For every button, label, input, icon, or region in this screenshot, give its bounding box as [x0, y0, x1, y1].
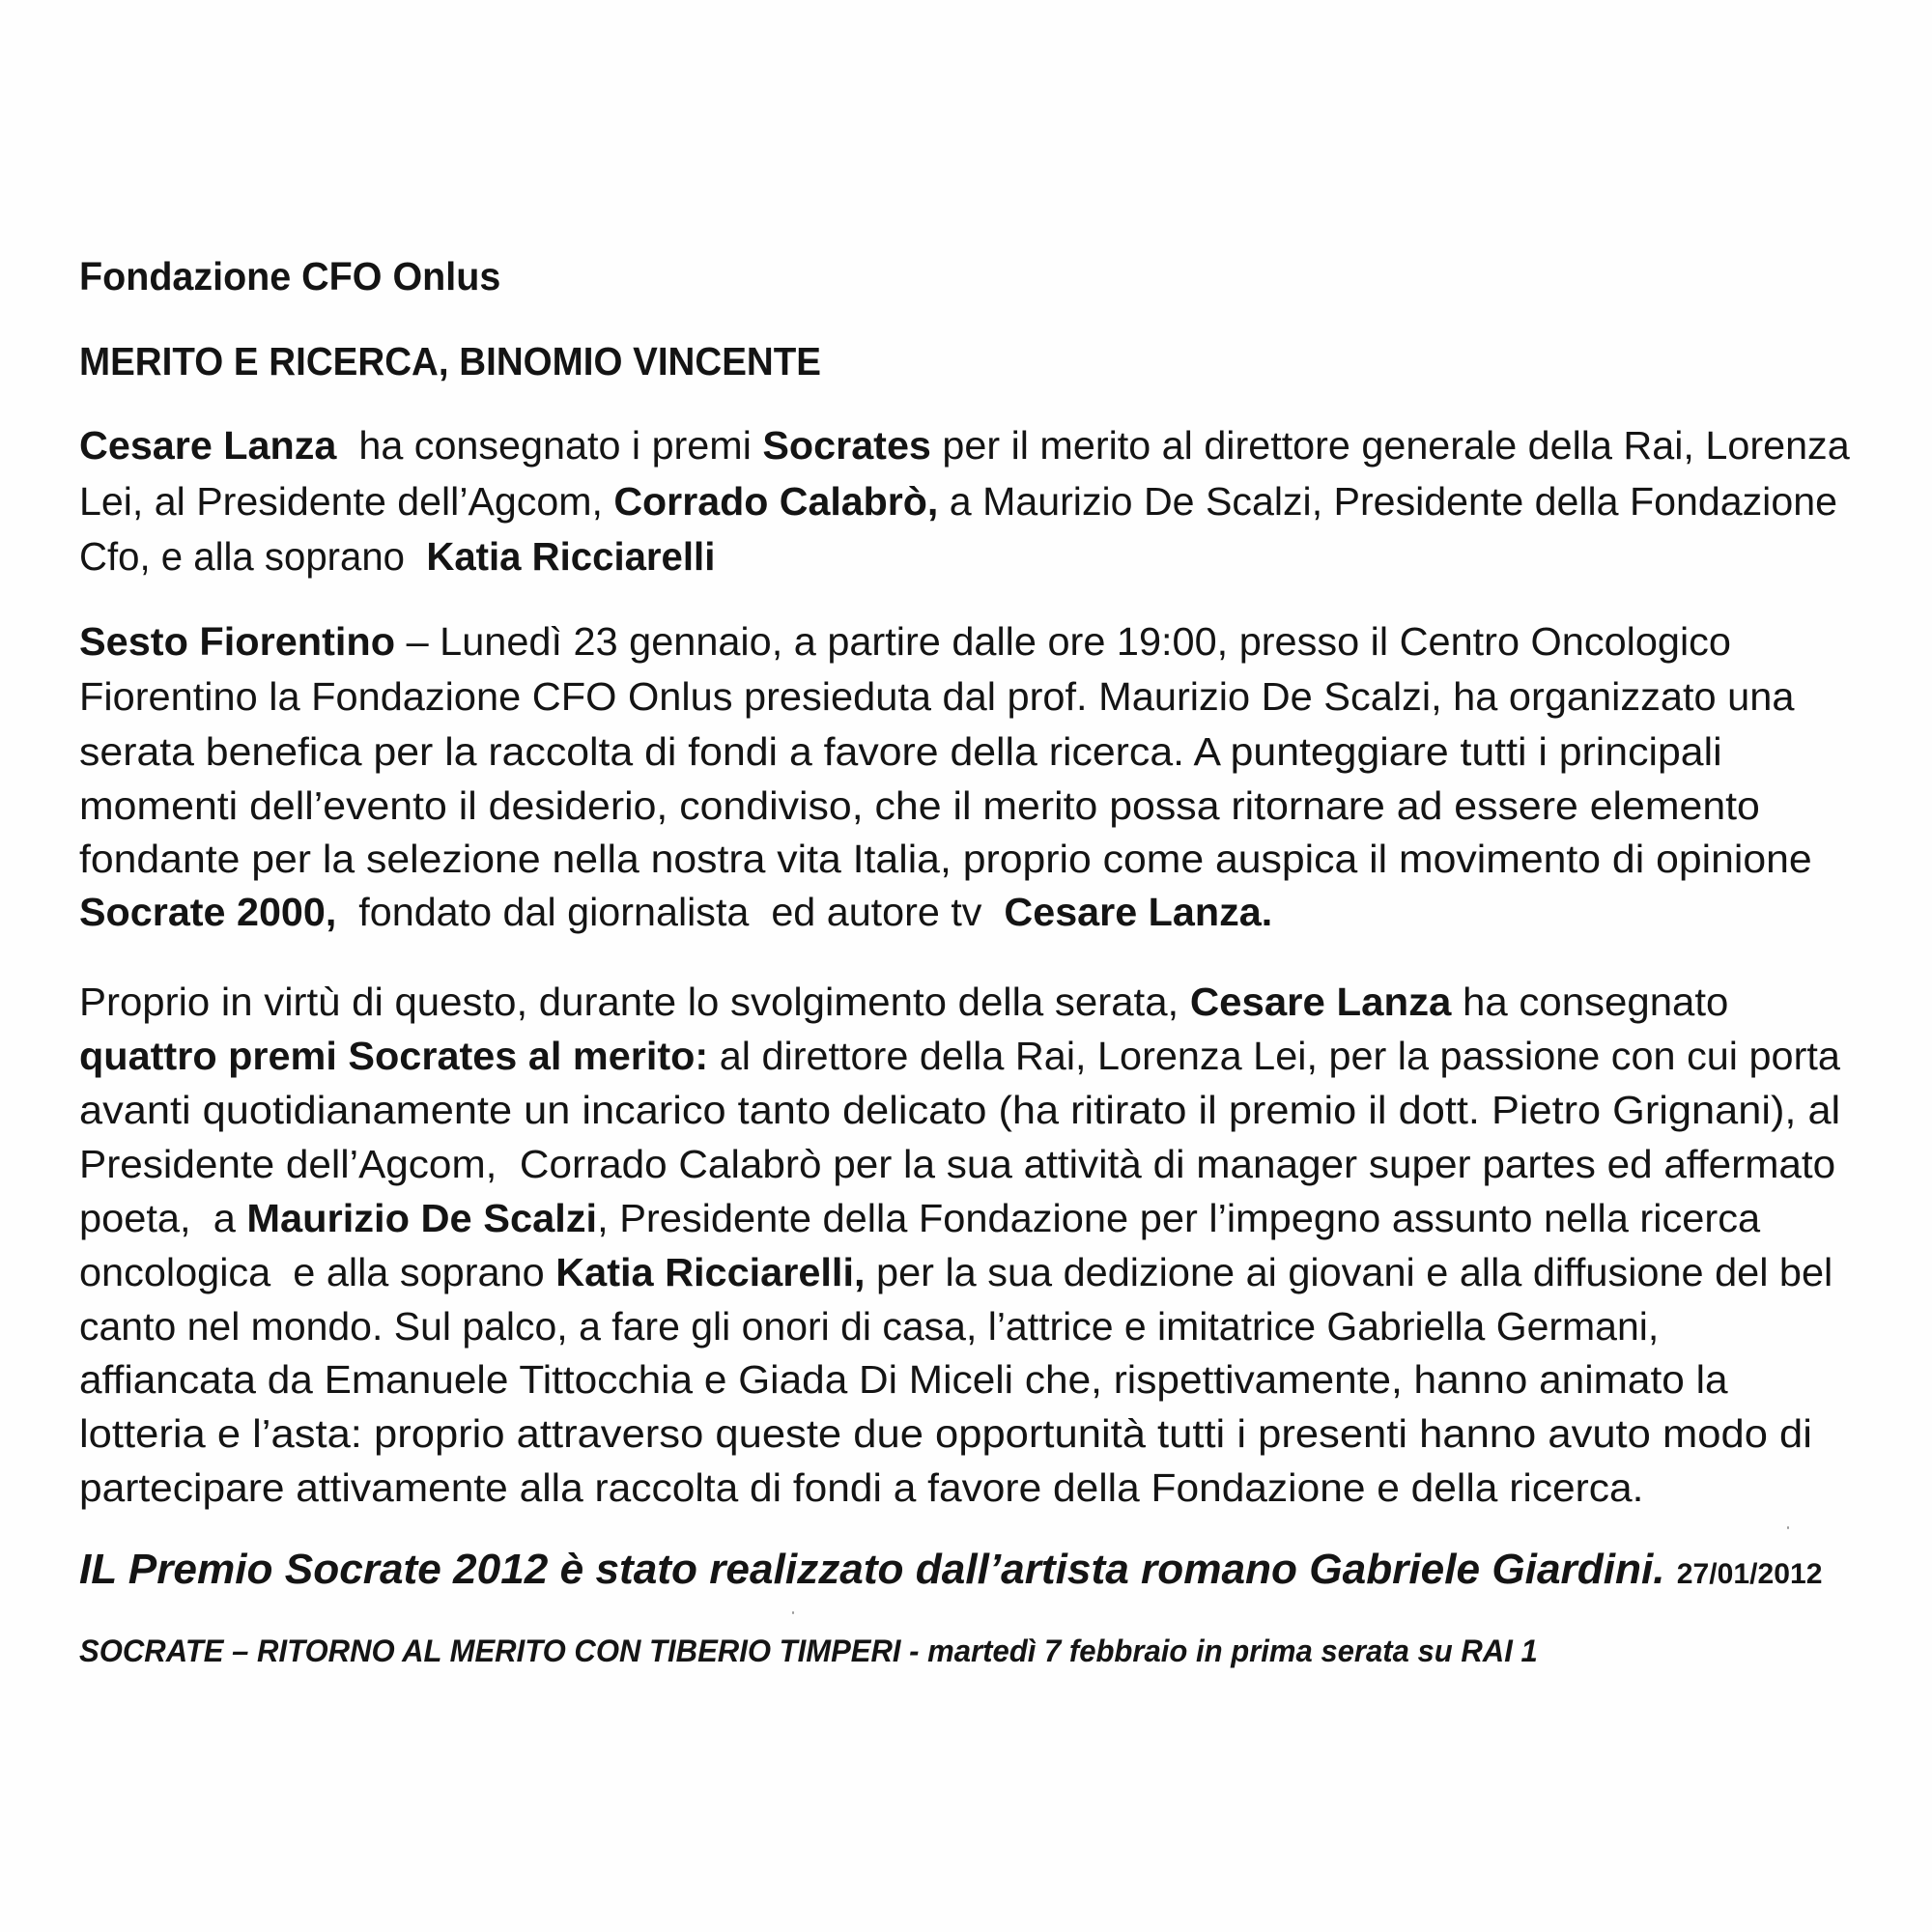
text-run: Lei, al Presidente dell’Agcom,: [79, 479, 614, 524]
text-line: [79, 479, 1837, 524]
text-run: lotteria e l’asta: proprio attraverso queste due opportunità tutti i presenti hanno avuto modo di: [79, 1411, 1812, 1456]
broadcast-note: [79, 1635, 1538, 1666]
text-line: [79, 1411, 1812, 1456]
bold-text-run: Socrate 2000,: [79, 890, 337, 934]
text-run: al direttore della Rai, Lorenza Lei, per la passione con cui porta: [708, 1034, 1840, 1078]
text-line: [79, 1142, 1836, 1186]
text-line: [79, 1357, 1728, 1402]
text-run: per il merito al direttore generale della Rai, Lorenza: [930, 423, 1850, 468]
bold-text-run: Socrates: [762, 423, 931, 468]
text-run: avanti quotidianamente un incarico tanto delicato (ha ritirato il premio il dott. Pietro Grignani), al: [79, 1088, 1841, 1132]
text-run: a Maurizio De Scalzi, Presidente della Fondazione: [938, 479, 1837, 524]
text-run: serata benefica per la raccolta di fondi a favore della ricerca. A punteggiare tutti i principali: [79, 729, 1722, 774]
text-line: [79, 1196, 1761, 1240]
text-line: [79, 982, 1728, 1022]
bold-text-run: Katia Ricciarelli: [426, 534, 716, 579]
text-run: ha consegnato i premi: [336, 423, 763, 468]
text-line: [79, 619, 1731, 664]
bold-text-run: Maurizio De Scalzi: [246, 1196, 598, 1240]
text-run: partecipare attivamente alla raccolta di fondi a favore della Fondazione e della ricerca.: [79, 1465, 1644, 1510]
text-line: [79, 890, 1273, 934]
text-line: [79, 423, 1850, 468]
text-run: fondante per la selezione nella nostra vita Italia, proprio come auspica il movimento di opinione: [79, 837, 1812, 881]
text-run: Proprio in virtù di questo, durante lo svolgimento della serata,: [79, 980, 1190, 1024]
credit-text: IL Premio Socrate 2012 è stato realizzato dall’artista romano Gabriele Giardini.: [79, 1546, 1665, 1593]
text-run: affiancata da Emanuele Tittocchia e Giada Di Miceli che, rispettivamente, hanno animato la: [79, 1357, 1728, 1402]
bold-text-run: Cesare Lanza: [1189, 980, 1452, 1024]
text-run: – Lunedì 23 gennaio, a partire dalle ore 19:00, presso il Centro Oncologico: [395, 619, 1731, 664]
broadcast-text: SOCRATE – RITORNO AL MERITO CON TIBERIO TIMPERI - martedì 7 febbraio in prima serata su RAI 1: [79, 1634, 1538, 1668]
document-date: 27/01/2012: [1676, 1558, 1823, 1590]
text-line: [79, 839, 1812, 879]
text-run: momenti dell’evento il desiderio, condiviso, che il merito possa ritornare ad essere elemento: [79, 783, 1760, 828]
bold-text-run: Cesare Lanza: [79, 423, 337, 468]
text-line: [79, 534, 716, 579]
organization-name-text: Fondazione CFO Onlus: [79, 254, 501, 298]
text-line: [79, 1250, 1833, 1294]
text-run: canto nel mondo. Sul palco, a fare gli onori di casa, l’attrice e imitatrice Gabriella Germani,: [79, 1304, 1660, 1349]
text-run: per la sua dedizione ai giovani e alla diffusione del bel: [865, 1250, 1833, 1294]
text-line: [79, 674, 1795, 719]
text-run: oncologica e alla soprano: [79, 1250, 556, 1294]
text-line: [79, 1465, 1644, 1510]
headline-text: MERITO E RICERCA, BINOMIO VINCENTE: [79, 339, 822, 384]
text-run: , Presidente della Fondazione per l’impegno assunto nella ricerca: [597, 1196, 1761, 1240]
text-run: Fiorentino la Fondazione CFO Onlus presieduta dal prof. Maurizio De Scalzi, ha organizzato una: [79, 674, 1795, 719]
text-line: [79, 1088, 1841, 1132]
scan-speck: [1787, 1526, 1789, 1529]
text-run: poeta, a: [79, 1196, 247, 1240]
text-line: [79, 783, 1760, 828]
text-run: Cfo, e alla soprano: [79, 534, 427, 579]
text-line: [79, 1034, 1840, 1078]
bold-text-run: Sesto Fiorentino: [79, 619, 396, 664]
text-line: [79, 729, 1722, 774]
headline: [79, 339, 822, 384]
text-run: Presidente dell’Agcom, Corrado Calabrò per la sua attività di manager super partes ed affermato: [79, 1142, 1836, 1186]
text-run: fondato dal giornalista ed autore tv: [336, 890, 1005, 934]
text-run: ha consegnato: [1451, 980, 1729, 1024]
organization-name: [79, 254, 501, 298]
scan-speck: [792, 1611, 794, 1614]
credit-line: [79, 1548, 1823, 1591]
bold-text-run: quattro premi Socrates al merito:: [79, 1034, 709, 1078]
bold-text-run: Corrado Calabrò,: [613, 479, 939, 524]
bold-text-run: Katia Ricciarelli,: [555, 1250, 866, 1294]
text-line: [79, 1304, 1660, 1349]
bold-text-run: Cesare Lanza.: [1004, 890, 1273, 934]
